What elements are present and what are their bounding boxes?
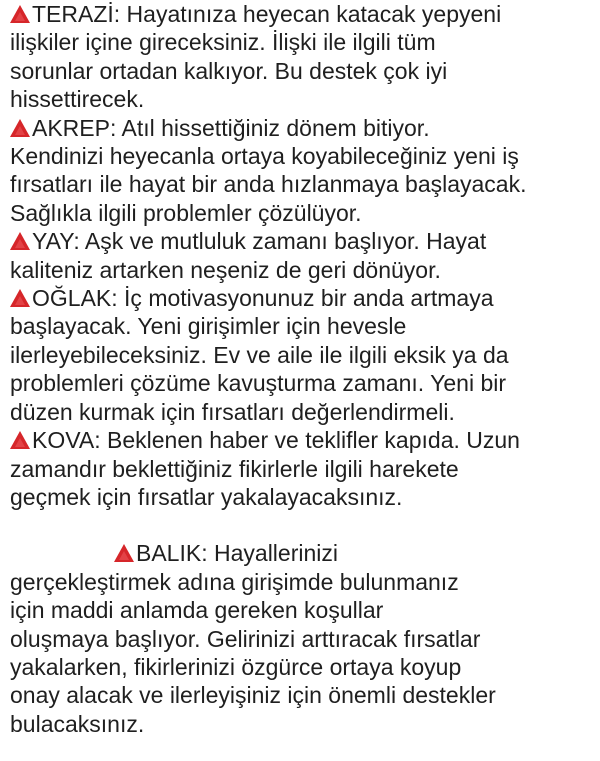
entry-body: : Hayallerinizi gerçekleştirmek adına girişimde bulunmanız için maddi anlamda gereken koşullar oluşmaya başlıyor. Gelirinizi arttıracak fırsatlar yakalarken, fikirlerinizi özgürce ortaya koyup onay alacak ve ilerleyişiniz için önemli destekler bulacaksınız. — [10, 540, 496, 737]
entry-head — [10, 540, 201, 566]
entry-head — [10, 115, 110, 141]
entry-balik — [10, 539, 595, 738]
sign-name: TERAZİ — [32, 1, 114, 27]
entry-terazi — [10, 0, 595, 114]
red-triangle-up-icon — [10, 119, 30, 137]
red-triangle-up-icon — [10, 232, 30, 250]
sign-name: YAY — [32, 228, 74, 255]
red-triangle-up-icon — [10, 289, 30, 307]
entry-oglak — [10, 284, 595, 426]
entry-body: : Aşk ve mutluluk zamanı başlıyor. Hayat kaliteniz artarken neşeniz de geri dönüyor. — [10, 228, 487, 283]
entry-body: : İç motivasyonunuz bir anda artmaya başlayacak. Yeni girişimler için hevesle ilerleyebileceksiniz. Ev ve aile ile ilgili eksik ya da problemleri çözüme kavuşturma zamanı. Yeni bir düzen kurmak için fırsatları değerlendirmeli. — [10, 285, 509, 425]
sign-name: BALIK — [136, 540, 202, 567]
red-triangle-up-icon — [10, 5, 30, 23]
entry-akrep — [10, 114, 595, 228]
red-triangle-up-icon — [114, 544, 134, 562]
entry-body: : Atıl hissettiğiniz dönem bitiyor. Kendinizi heyecanla ortaya koyabileceğiniz yeni iş fırsatları ile hayat bir anda hızlanmaya başlayacak. Sağlıkla ilgili problemler çözülüyor. — [10, 114, 527, 226]
sign-name: OĞLAK — [32, 285, 112, 312]
sign-name: KOVA — [32, 427, 95, 454]
entry-kova — [10, 426, 595, 511]
horoscope-text — [10, 0, 595, 738]
entry-head — [10, 285, 111, 311]
entry-yay — [10, 227, 595, 284]
sign-name: AKREP — [32, 114, 110, 141]
entry-body: : Beklenen haber ve teklifler kapıda. Uzun zamandır beklettiğiniz fikirlerle ilgili harekete geçmek için fırsatlar yakalayacaksınız. — [10, 427, 520, 510]
entry-head — [10, 427, 94, 453]
entry-head — [10, 228, 73, 254]
entry-head — [10, 1, 114, 27]
red-triangle-up-icon — [10, 431, 30, 449]
entry-body: : Hayatınıza heyecan katacak yepyeni ilişkiler içine gireceksiniz. İlişki ile ilgili tüm sorunlar ortadan kalkıyor. Bu destek çok iyi hissettirecek. — [10, 1, 502, 113]
